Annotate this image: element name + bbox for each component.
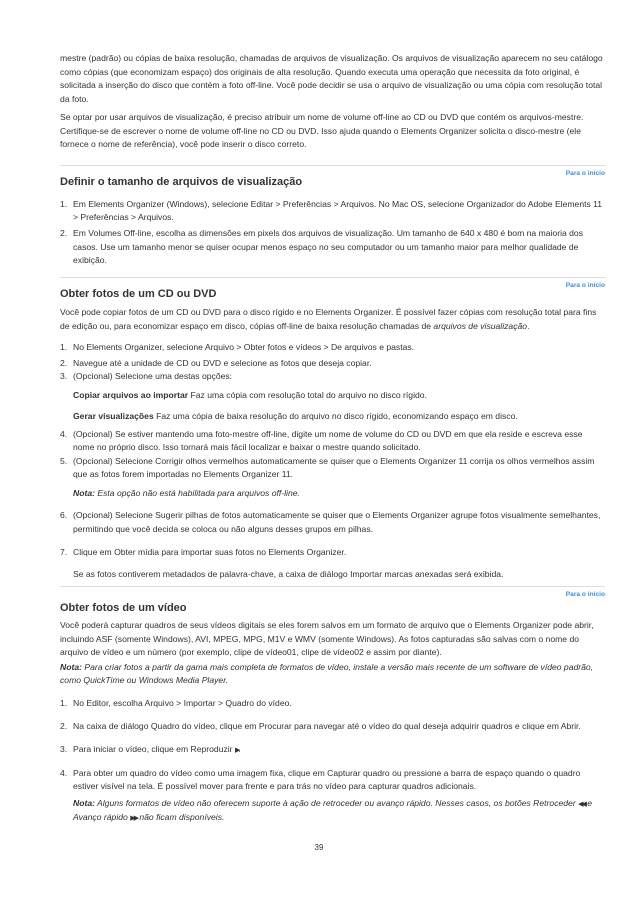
note: Nota: Alguns formatos de vídeo não oferecem suporte à ação de retroceder ou avanço rápido. Nesses casos, os botões Retroceder ◀◀ e Avanço rápido ▶▶ não ficam disponíveis. — [60, 797, 605, 825]
section-intro: Você pode copiar fotos de um CD ou DVD para o disco rígido e no Elements Organizer. É possível fazer cópias com resolução total para fins de edição ou, para economizar espaço em disco, cópias off-line de baixa resolução chamadas de arquivos de visualização. — [60, 307, 597, 331]
back-to-top-link[interactable]: Para o início — [565, 170, 605, 177]
fast-forward-icon: ▶▶ — [130, 814, 137, 822]
section-title: Obter fotos de um vídeo — [60, 602, 187, 614]
steps-list — [60, 509, 605, 559]
steps-list — [60, 697, 605, 794]
intro-paragraph-2: Se optar por usar arquivos de visualização, é preciso atribuir um nome de volume off-line ao CD ou DVD que contém os arquivos-mestre. Certifique-se de escrever o nome de volume off-line no CD ou DVD. Isso ajuda quando o Elements Organizer solicita o disco-mestre (ele fornece o nome de referência), você pode inserir o disco correto. — [60, 112, 584, 149]
list-item: 4. (Opcional) Se estiver mantendo uma foto-mestre off-line, digite um nome de volume do CD ou DVD em que ela reside e escreva esse nome no próprio disco. Isso tornará mais fácil localizar e baixar o mestre quando solicitado. — [60, 428, 583, 452]
steps-list — [60, 198, 605, 267]
option-copy-files: Copiar arquivos ao importar Faz uma cópia com resolução total do arquivo no disco rígido. — [73, 389, 427, 400]
option-generate-previews: Gerar visualizações Faz uma cópia de baixa resolução do arquivo no disco rígido, economizando espaço em disco. — [73, 410, 518, 421]
section-title: Definir o tamanho de arquivos de visualização — [60, 176, 303, 188]
section-divider — [60, 586, 605, 587]
rewind-icon: ◀◀ — [578, 800, 585, 808]
play-icon: ▶ — [234, 746, 239, 754]
section-divider — [60, 277, 605, 278]
section-divider — [60, 165, 605, 166]
section-video — [60, 586, 605, 825]
list-item: 3. (Opcional) Selecione uma destas opções: — [60, 371, 233, 382]
intro-paragraph-1: mestre (padrão) ou cópias de baixa resolução, chamadas de arquivos de visualização. Os arquivos de visualização aparecem no seu catálogo como cópias (que economizam espaço) dos originais de alta resolução. Quando executa uma operação que necessita da foto original, é solicitada a inserção do disco que contém a foto off-line. Você pode decidir se usa o arquivo de visualização ou uma cópia com resolução total da foto. — [60, 53, 603, 104]
list-item: 1. No Elements Organizer, selecione Arquivo > Obter fotos e vídeos > De arquivos e pastas. — [60, 342, 415, 352]
list-item: 4. Para obter um quadro do vídeo como uma imagem fixa, clique em Capturar quadro ou pressione a barra de espaço quando o quadro estiver visível na tela. É possível mover para frente e para trás no vídeo para capturar quadros adicionais. — [60, 768, 581, 792]
intro-block — [60, 52, 605, 152]
steps-list — [60, 428, 605, 482]
section-preview-size — [60, 165, 605, 267]
section-cd-dvd — [60, 277, 605, 581]
list-item: 1. Em Elements Organizer (Windows), selecione Editar > Preferências > Arquivos. No Mac OS, selecione Organizador do Adobe Elements 11 > Preferências > Arquivos. — [60, 199, 603, 223]
back-to-top-link[interactable]: Para o início — [565, 282, 605, 289]
back-to-top-link[interactable]: Para o início — [565, 591, 605, 598]
list-item: 3. Para iniciar o vídeo, clique em Reproduzir ▶. — [60, 743, 605, 757]
list-item: 2. Em Volumes Off-line, escolha as dimensões em pixels dos arquivos de visualização. Um tamanho de 640 x 480 é bom na maioria dos casos. Use um tamanho menor se quiser ocupar menos espaço no seu computador ou um tamanho maior para melhor qualidade de exibição. — [60, 228, 584, 265]
steps-list — [60, 341, 605, 384]
list-item: 2. Na caixa de diálogo Quadro do vídeo, clique em Procurar para navegar até o vídeo do qual deseja adquirir quadros e clique em Abrir. — [60, 720, 581, 731]
list-item: 6. (Opcional) Selecione Sugerir pilhas de fotos automaticamente se quiser que o Elements Organizer agrupe fotos visualmente semelhantes, permitindo que você decida se coloca ou não alguns desses grupos em pilhas. — [60, 510, 601, 534]
note: Nota: Para criar fotos a partir da gama mais completa de formatos de vídeo, instale a versão mais recente de um software de vídeo padrão, como QuickTime ou Windows Media Player. — [60, 661, 594, 685]
list-item: 5. (Opcional) Selecione Corrigir olhos vermelhos automaticamente se quiser que o Elements Organizer 11 corrija os olhos vermelhos assim que as fotos forem importadas no Elements Organizer 11. — [60, 456, 595, 480]
list-item: 1. No Editor, escolha Arquivo > Importar > Quadro do vídeo. — [60, 697, 292, 708]
step-result-text: Se as fotos contiverem metadados de palavra-chave, a caixa de diálogo Importar marcas anexadas será exibida. — [73, 569, 504, 580]
note: Nota: Esta opção não está habilitada para arquivos off-line. — [73, 488, 300, 499]
list-item: 7. Clique em Obter mídia para importar suas fotos no Elements Organizer. — [60, 546, 347, 557]
section-intro: Você poderá capturar quadros de seus vídeos digitais se eles forem salvos em um formato de arquivo que o Elements Organizer pode abrir, incluindo ASF (somente Windows), AVI, MPEG, MPG, M1V e WMV (somente Windows). As fotos capturadas são salvas com o nome do arquivo de vídeo e um número (por exemplo, clipe de vídeo01, clipe de vídeo02 e assim por diante). — [60, 620, 594, 657]
page-number: 39 — [314, 843, 324, 852]
section-title: Obter fotos de um CD ou DVD — [60, 288, 217, 300]
list-item: 2. Navegue até a unidade de CD ou DVD e selecione as fotos que deseja copiar. — [60, 358, 372, 369]
